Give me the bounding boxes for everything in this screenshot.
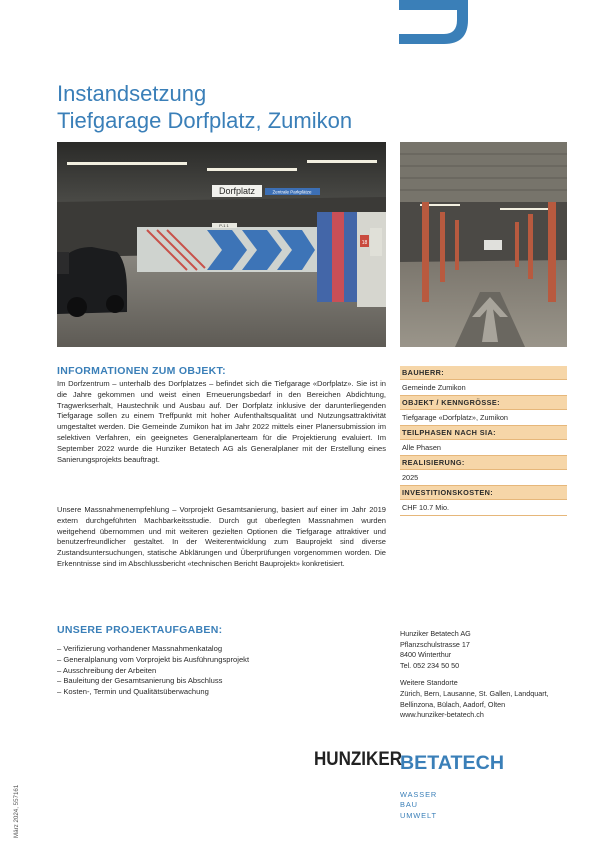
fact-value-bauherr: Gemeinde Zumikon <box>400 380 567 396</box>
list-item: – Ausschreibung der Arbeiten <box>57 665 157 675</box>
project-facts-table <box>400 366 567 516</box>
photo-garage-entrance <box>57 142 386 347</box>
tagline-umwelt: UMWELT <box>400 810 437 820</box>
contact-company: Hunziker Betatech AG <box>400 629 471 638</box>
contact-sites-line-2: Bellinzona, Bülach, Aadorf, Olten <box>400 699 506 709</box>
list-item: – Generalplanung vom Vorprojekt bis Ausführungsprojekt <box>57 654 250 664</box>
tasks-list <box>57 644 249 698</box>
panel-number: 18 <box>361 240 368 246</box>
fact-label-investitionskosten: INVESTITIONSKOSTEN: <box>400 486 567 500</box>
tasks-heading: UNSERE PROJEKTAUFGABEN: <box>57 624 223 636</box>
contact-website-link[interactable]: www.hunziker-betatech.ch <box>400 710 484 720</box>
list-item: – Verifizierung vorhandener Massnahmenkatalog <box>57 644 223 653</box>
info-heading: INFORMATIONEN ZUM OBJEKT: <box>57 365 226 377</box>
contact-street: Pflanzschulstrasse 17 <box>400 639 470 649</box>
document-code: März 2024, 557161 <box>13 784 20 838</box>
contact-sites-line-1: Zürich, Bern, Lausanne, St. Gallen, Landquart, <box>400 688 549 698</box>
fact-label-objekt: OBJEKT / KENNGRÖSSE: <box>400 396 567 410</box>
logo-mark-icon <box>399 0 468 44</box>
photo-garage-interior <box>400 142 567 347</box>
sign-dorfplatz: Dorfplatz <box>218 186 256 196</box>
contact-block <box>400 629 570 721</box>
sign-zentrale-parkplaetze: Zentrale Parkplätze <box>272 189 312 195</box>
fact-value-objekt: Tiefgarage «Dorfplatz», Zumikon <box>400 410 567 426</box>
list-item: – Kosten-, Termin und Qualitätsüberwachung <box>57 687 209 697</box>
page-title <box>57 80 352 134</box>
brand-hunziker: HUNZIKER <box>314 749 403 770</box>
list-item: – Bauleitung der Gesamtsanierung bis Abschluss <box>57 676 223 686</box>
fact-label-bauherr: BAUHERR: <box>400 366 567 380</box>
brand-betatech: BETATECH <box>400 753 504 772</box>
fact-value-realisierung: 2025 <box>400 470 567 486</box>
garage-entrance-illustration <box>57 142 386 347</box>
info-paragraph-2: Unsere Massnahmenempfehlung – Vorprojekt Gesamtsanierung, basiert auf einer im Jahr 2019 extern durchgeführten Machbarkeitsstudie. Durch gut überlegten Massnahmen wurden weitgehend übernommen und mit weiteren gezielten Optionen die Tiefgarage attraktiver und benutzerfreundlicher gestaltet. In der Weiterentwicklung zum Bauprojekt sind diverse Zustandsuntersuchungen, statische Abklärungen und Überprüfungen vorgenommen worden. Die Erkenntnisse sind im Abschlussbericht «technischen Bericht Bauprojekt» konkretisiert. <box>57 505 386 568</box>
info-paragraph-1: Im Dorfzentrum – unterhalb des Dorfplatzes – befindet sich die Tiefgarage «Dorfplatz». Sie ist in die Jahre gekommen und weist einen Erneuerungsbedarf in den Bereichen Abdichtung, Tragwerkserhalt, Haustechnik und Ausbau auf. Der Dorfplatz inklusive der darunterliegenden Tiefgarage sollen zu einem Treffpunkt mit hoher Aufenthaltsqualität und Nutzungsattraktivität umgestaltet werden. Die Gemeinde Zumikon hat im Jahr 2022 mittels einer Planersubmission im selektiven Verfahren, ein geeignetes Generalplanerteam für die Projektierung evaluiert. Im September 2022 wurde die Hunziker Betatech AG als Generalplaner mit der Erstellung eines Sanierungsprojekts beauftragt. <box>57 379 386 464</box>
hunziker-betatech-logo <box>314 746 506 772</box>
contact-phone: Tel. 052 234 50 50 <box>400 660 460 670</box>
tagline-bau: BAU <box>400 800 418 810</box>
tagline-wasser: WASSER <box>400 790 438 799</box>
fact-label-teilphasen: TEILPHASEN NACH SIA: <box>400 426 567 440</box>
title-line-2: Tiefgarage Dorfplatz, Zumikon <box>57 108 353 133</box>
contact-sites-heading: Weitere Standorte <box>400 678 458 688</box>
fact-label-realisierung: REALISIERUNG: <box>400 456 567 470</box>
fact-value-teilphasen: Alle Phasen <box>400 440 567 456</box>
garage-interior-illustration <box>400 142 567 347</box>
sign-level: P-1 1 <box>219 223 229 228</box>
fact-value-investitionskosten: CHF 10.7 Mio. <box>400 500 567 516</box>
title-line-1: Instandsetzung <box>57 81 207 106</box>
contact-city: 8400 Winterthur <box>400 650 452 660</box>
brand-tagline <box>400 790 437 821</box>
